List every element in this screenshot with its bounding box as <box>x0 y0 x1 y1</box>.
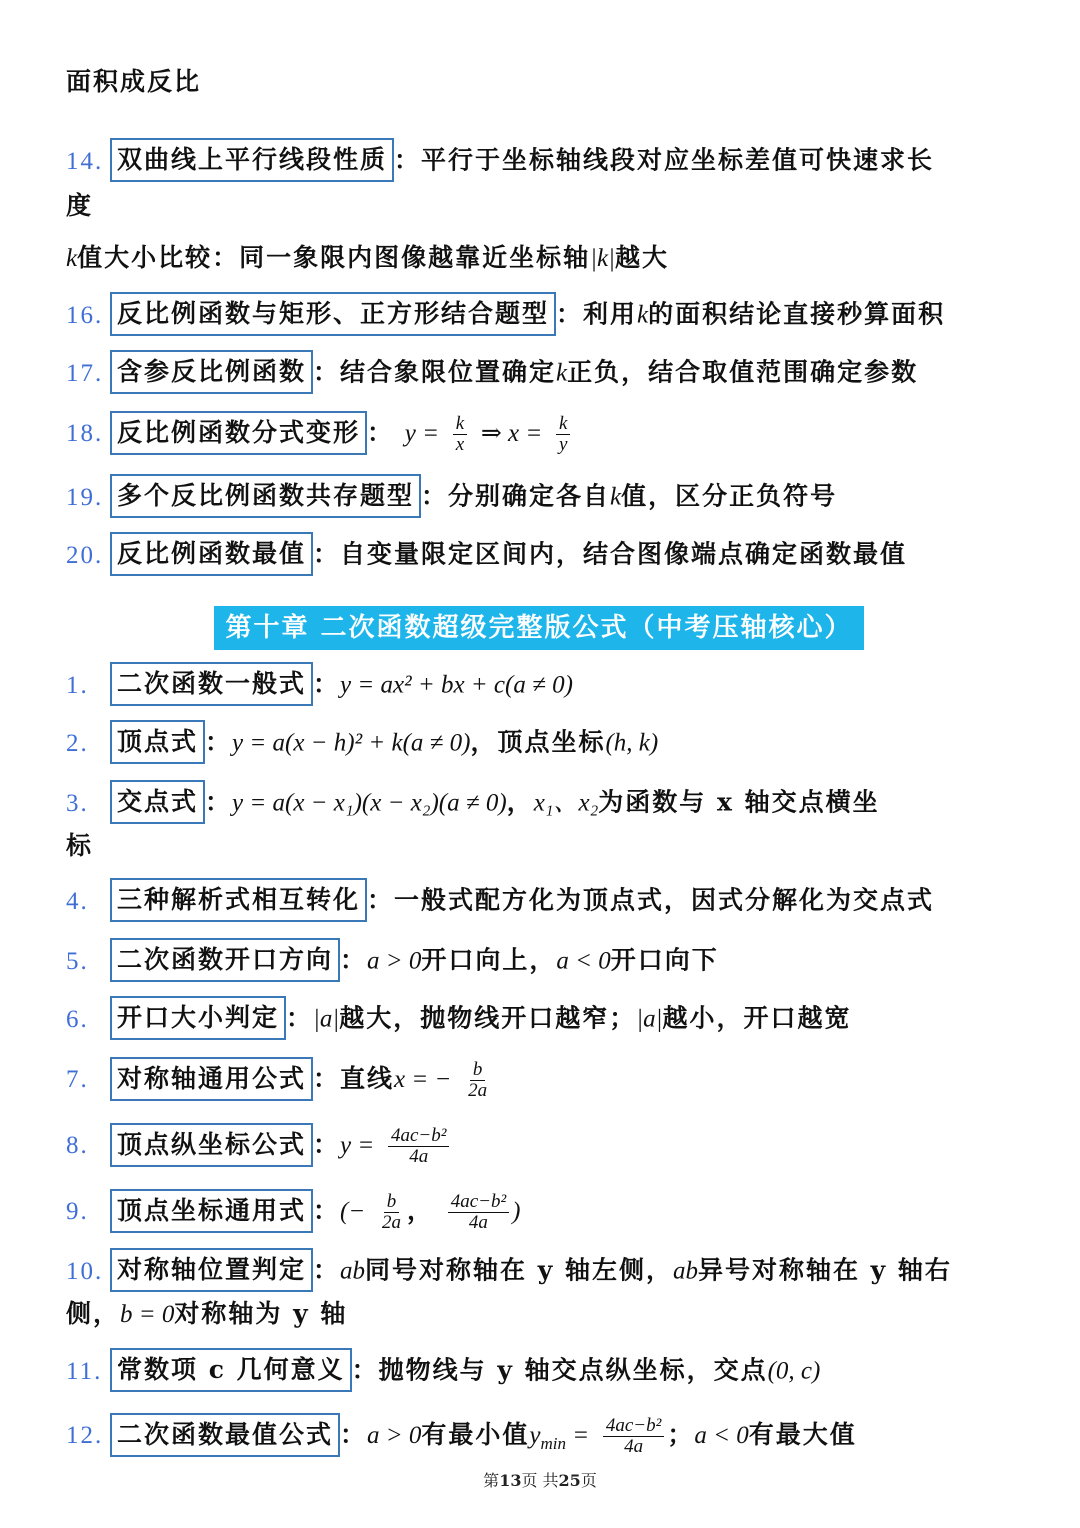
item-title: 顶点式 <box>110 720 205 764</box>
list-item-17: 17. 含参反比例函数 ：结合象限位置确定k正负，结合取值范围确定参数 <box>66 354 1040 394</box>
item-title: 顶点纵坐标公式 <box>110 1123 313 1167</box>
item-title: 含参反比例函数 <box>110 350 313 394</box>
item-title: 反比例函数最值 <box>110 532 313 576</box>
list-item-3: 3. 交点式 ：y = a(x − x₁)(x − x₂)(a ≠ 0)，x₁、x₂为函数与 x 轴交点横坐 <box>66 784 1040 824</box>
fraction: $\frac{\text{4ac−b²}}{4a}$ <box>603 1416 664 1457</box>
list-item-5: 5. 二次函数开口方向 ：a > 0开口向上，a < 0开口向下 <box>66 942 1040 982</box>
list-item-9: 9. 顶点坐标通用式 ：(− $\frac{b}{2a}$ ， $\frac{\text{4ac−b²}}{4a}$ ) <box>66 1192 1040 1233</box>
list-item-12: 12. 二次函数最值公式 ：a > 0有最小值$y_{min}$ = $\frac{\text{4ac−b²}}{4a}$ ；a < 0有最大值 <box>66 1416 1040 1462</box>
fraction: $\frac{b}{2a}$ <box>468 1059 488 1101</box>
list-item-14: 14. 双曲线上平行线段性质 ：平行于坐标轴线段对应坐标差值可快速求长 <box>66 142 1040 182</box>
item-title: 开口大小判定 <box>110 996 286 1040</box>
list-item-11: 11. 常数项 c 几何意义 ：抛物线与 y 轴交点纵坐标，交点(0, c) <box>66 1352 1040 1392</box>
fraction: $\frac{k}{y}$ <box>556 414 570 455</box>
item-title: 二次函数开口方向 <box>110 938 340 982</box>
list-item-10-cont: 侧，b = 0对称轴为 y 轴 <box>66 1299 348 1328</box>
item-title: 二次函数最值公式 <box>110 1413 340 1457</box>
item-title: 对称轴位置判定 <box>110 1248 313 1292</box>
fraction: $\frac{\text{4ac−b²}}{4a}$ <box>388 1126 449 1167</box>
continued-text: 面积成反比 <box>66 67 202 96</box>
item-title: 二次函数一般式 <box>110 662 313 706</box>
item-title: 反比例函数分式变形 <box>110 411 367 455</box>
list-item-14-cont: 度 <box>66 191 94 220</box>
item-title: 对称轴通用公式 <box>110 1057 313 1101</box>
page-footer: 第13页 共25页 <box>483 1471 597 1490</box>
list-item-6: 6. 开口大小判定 ：|a|越大，抛物线开口越窄；|a|越小，开口越宽 <box>66 1000 1040 1040</box>
fraction: $\frac{b}{2a}$ <box>381 1191 401 1233</box>
list-item-10: 10. 对称轴位置判定 ：ab同号对称轴在 y 轴左侧，ab异号对称轴在 y 轴右 <box>66 1252 1040 1292</box>
item-title: 双曲线上平行线段性质 <box>110 138 394 182</box>
list-item-2: 2. 顶点式 ：y = a(x − h)² + k(a ≠ 0)，顶点坐标(h, k) <box>66 724 1040 764</box>
item-title: 常数项 c 几何意义 <box>110 1348 352 1392</box>
list-item-3-cont: 标 <box>66 831 94 860</box>
item-title: 交点式 <box>110 780 205 824</box>
item-title: 三种解析式相互转化 <box>110 878 367 922</box>
list-item-7: 7. 对称轴通用公式 ：直线x = − $\frac{b}{2a}$ <box>66 1060 1040 1101</box>
fraction: $\frac{k}{x}$ <box>453 414 467 455</box>
list-item-18: 18. 反比例函数分式变形 ： y = $\frac{k}{x}$ ⇒ x = $\frac{k}{y}$ <box>66 414 1040 455</box>
list-item-20: 20. 反比例函数最值 ：自变量限定区间内，结合图像端点确定函数最值 <box>66 536 1040 576</box>
fraction: $\frac{\text{4ac−b²}}{4a}$ <box>448 1192 509 1233</box>
item-title: 多个反比例函数共存题型 <box>110 474 421 518</box>
list-item-1: 1. 二次函数一般式 ：y = ax² + bx + c(a ≠ 0) <box>66 666 1040 706</box>
list-item-15: k值大小比较：同一象限内图像越靠近坐标轴|k|越大 <box>66 243 669 272</box>
list-item-16: 16. 反比例函数与矩形、正方形结合题型 ：利用k的面积结论直接秒算面积 <box>66 296 1040 336</box>
list-item-8: 8. 顶点纵坐标公式 ：y = $\frac{\text{4ac−b²}}{4a}$ <box>66 1126 1040 1167</box>
chapter-heading: 第十章 二次函数超级完整版公式（中考压轴核心） <box>214 606 864 650</box>
item-title: 反比例函数与矩形、正方形结合题型 <box>110 292 556 336</box>
list-item-4: 4. 三种解析式相互转化 ：一般式配方化为顶点式，因式分解化为交点式 <box>66 882 1040 922</box>
item-title: 顶点坐标通用式 <box>110 1189 313 1233</box>
list-item-19: 19. 多个反比例函数共存题型 ：分别确定各自k值，区分正负符号 <box>66 478 1040 518</box>
